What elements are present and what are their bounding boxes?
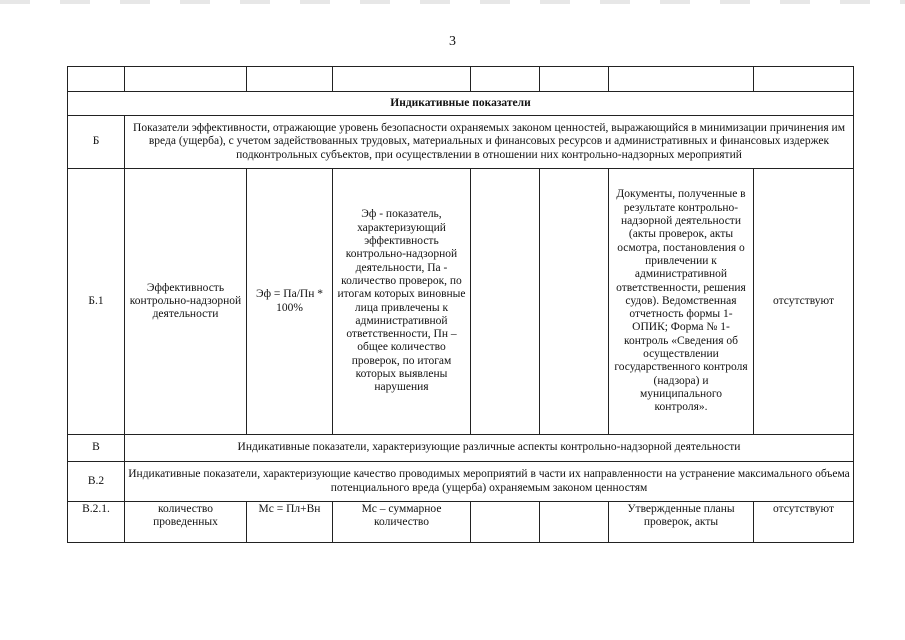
row-code: Б.1 xyxy=(68,169,125,435)
table-cell xyxy=(333,67,471,92)
section-title-row xyxy=(68,92,854,116)
row-code: В xyxy=(68,435,125,462)
section-title: Индикативные показатели xyxy=(68,92,854,116)
row-code: В.2.1. xyxy=(68,502,125,543)
table-row xyxy=(68,116,854,169)
indicator-target: отсутствуют xyxy=(754,169,854,435)
table-cell xyxy=(471,67,540,92)
table-row xyxy=(68,169,854,435)
indicator-target: отсутствуют xyxy=(754,502,854,543)
table-row xyxy=(68,502,854,543)
table-cell xyxy=(754,67,854,92)
indicator-description: Эф - показатель, характеризующий эффективность контрольно-надзорной деятельности, Па - количество проверок, по итогам которых виновные лица привлечены к административной ответственности, Пн – общее количество проверок, по итогам которых выявлены нарушения xyxy=(333,169,471,435)
row-group-text: Показатели эффективности, отражающие уровень безопасности охраняемых законом ценностей, выражающийся в минимизации причинения им вреда (ущерба), с учетом задействованных трудовых, материальных и финансовых ресурсов и административных и финансовых издержек подконтрольных субъектов, при осуществлении в отношении них контрольно-надзорных мероприятий xyxy=(125,116,854,169)
table-cell xyxy=(540,169,609,435)
row-group-text: Индикативные показатели, характеризующие различные аспекты контрольно-надзорной деятельности xyxy=(125,435,854,462)
table-row xyxy=(68,462,854,502)
table-cell xyxy=(540,67,609,92)
indicator-source: Документы, полученные в результате контрольно-надзорной деятельности (акты проверок, акты осмотра, постановления о привлечении к административной ответственности, решения судов). Ведомственная отчетность формы 1-ОПИК; Форма № 1-контроль «Сведения об осуществлении государственного контроля (надзора) и муниципального контроля». xyxy=(609,169,754,435)
indicators-table xyxy=(67,66,854,543)
table-cell xyxy=(68,67,125,92)
row-group-text: Индикативные показатели, характеризующие качество проводимых мероприятий в части их направленности на устранение максимального объема потенциального вреда (ущерба) охраняемым законом ценностям xyxy=(125,462,854,502)
table-cell xyxy=(540,502,609,543)
scan-artifact xyxy=(0,0,905,4)
indicator-name: Эффективность контрольно-надзорной деятельности xyxy=(125,169,247,435)
row-code: В.2 xyxy=(68,462,125,502)
table-header-row xyxy=(68,67,854,92)
indicator-name: количество проведенных xyxy=(125,502,247,543)
indicator-formula: Мс = Пл+Вн xyxy=(247,502,333,543)
table-cell xyxy=(125,67,247,92)
table-cell xyxy=(471,169,540,435)
page-number: 3 xyxy=(449,34,456,49)
table-cell xyxy=(247,67,333,92)
table-cell xyxy=(471,502,540,543)
indicator-description: Мс – суммарное количество xyxy=(333,502,471,543)
table-cell xyxy=(609,67,754,92)
indicator-source: Утвержденные планы проверок, акты xyxy=(609,502,754,543)
indicator-formula: Эф = Па/Пн * 100% xyxy=(247,169,333,435)
table-row xyxy=(68,435,854,462)
row-code: Б xyxy=(68,116,125,169)
